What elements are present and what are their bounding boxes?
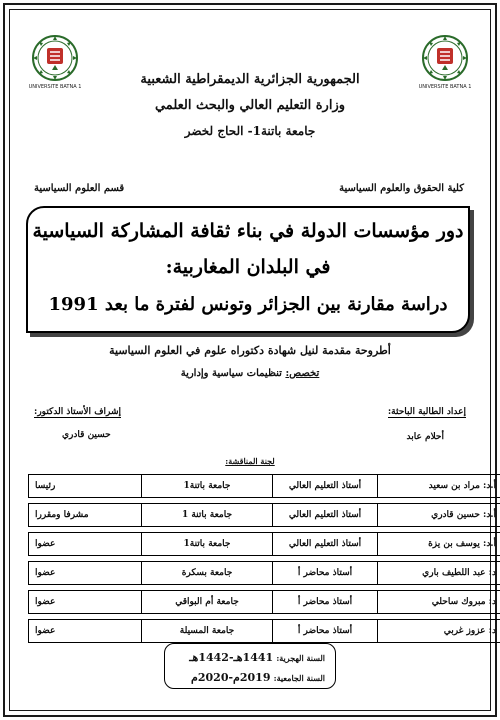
- faculty-name: كلية الحقوق والعلوم السياسية: [339, 183, 464, 194]
- academic-year-box: [164, 643, 336, 689]
- hijri-year-value: 1441هـ-1442هـ: [189, 651, 274, 664]
- table-row: [28, 474, 500, 498]
- logo-caption-left: UNIVERSITE BATNA 1: [28, 84, 82, 90]
- committee-label: لجنة المناقشة:: [225, 456, 275, 466]
- specialization-value: تنظيمات سياسية وإدارية: [180, 368, 282, 379]
- university-logo-left: [28, 34, 82, 92]
- table-row: [28, 561, 500, 585]
- department-name: قسم العلوم السياسية: [34, 183, 125, 194]
- member-name: أ.د: مراد بن سعيد: [377, 474, 500, 498]
- member-rank: أستاذ محاضر أ: [272, 561, 377, 585]
- thesis-title-line-1: دور مؤسسات الدولة في بناء ثقافة المشاركة السياسية: [32, 220, 464, 242]
- member-rank: أستاذ التعليم العالي: [272, 474, 377, 498]
- gregorian-year-value: 2019م-2020م: [191, 671, 271, 684]
- specialization-label: تخصص:: [285, 368, 320, 379]
- thesis-title-line-3: دراسة مقارنة بين الجزائر وتونس لفترة ما بعد 1991: [48, 294, 448, 315]
- member-role: رئيسا: [28, 474, 141, 498]
- committee-table: [28, 469, 500, 648]
- member-rank: أستاذ التعليم العالي: [272, 503, 377, 527]
- member-university: جامعة باتنة1: [141, 474, 272, 498]
- member-role: مشرفا ومقررا: [28, 503, 141, 527]
- member-university: جامعة باتنة1: [141, 532, 272, 556]
- member-role: عضوا: [28, 619, 141, 643]
- member-university: جامعة أم البواقي: [141, 590, 272, 614]
- thesis-title-box: [26, 206, 470, 333]
- member-role: عضوا: [28, 561, 141, 585]
- logo-caption-right: UNIVERSITE BATNA 1: [418, 84, 472, 90]
- member-name: د: عبد اللطيف باري: [377, 561, 500, 585]
- table-row: [28, 590, 500, 614]
- table-row: [28, 532, 500, 556]
- supervised-by-label: إشراف الأستاذ الدكتور:: [34, 407, 122, 417]
- gregorian-year-label: السنة الجامعية:: [273, 673, 325, 683]
- student-name: أحلام عابد: [406, 432, 444, 442]
- specialization: [40, 368, 460, 379]
- thesis-title-line-2: في البلدان المغاربية:: [165, 256, 331, 278]
- republic-name: الجمهورية الجزائرية الديمقراطية الشعبية: [140, 72, 360, 87]
- member-rank: أستاذ محاضر أ: [272, 619, 377, 643]
- member-university: جامعة بسكرة: [141, 561, 272, 585]
- member-university: جامعة المسيلة: [141, 619, 272, 643]
- member-rank: أستاذ محاضر أ: [272, 590, 377, 614]
- university-logo-right: [418, 34, 472, 92]
- table-row: [28, 619, 500, 643]
- member-rank: أستاذ التعليم العالي: [272, 532, 377, 556]
- member-name: أ.د: حسين قادري: [377, 503, 500, 527]
- member-name: د: مبروك ساحلي: [377, 590, 500, 614]
- university-name: جامعة باتنة1- الحاج لخضر: [184, 124, 316, 138]
- hijri-year: [189, 651, 325, 664]
- member-university: جامعة باتنة 1: [141, 503, 272, 527]
- thesis-subtitle: أطروحة مقدمة لنيل شهادة دكتوراه علوم في العلوم السياسية: [109, 344, 391, 357]
- ministry-name: وزارة التعليم العالي والبحث العلمي: [154, 98, 346, 113]
- member-role: عضوا: [28, 532, 141, 556]
- hijri-year-label: السنة الهجرية:: [276, 653, 325, 663]
- prepared-by-label: إعداد الطالبة الباحثة:: [387, 407, 466, 417]
- table-row: [28, 503, 500, 527]
- member-role: عضوا: [28, 590, 141, 614]
- member-name: د: عزوز غربي: [377, 619, 500, 643]
- supervisor-name: حسين قادري: [62, 430, 111, 440]
- gregorian-year: [191, 671, 325, 684]
- member-name: أ.د: يوسف بن يزة: [377, 532, 500, 556]
